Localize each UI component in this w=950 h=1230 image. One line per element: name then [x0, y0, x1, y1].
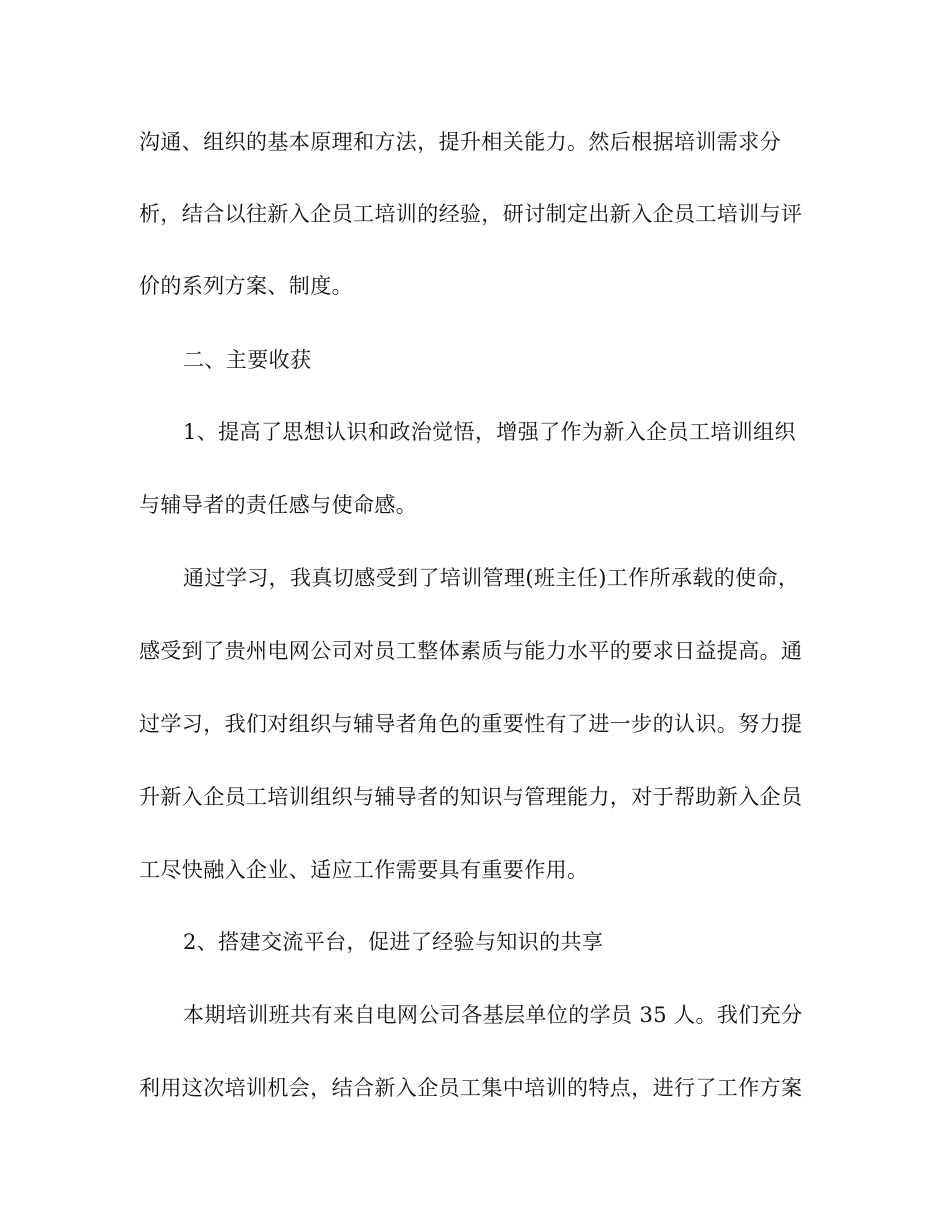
body-text-line: 过学习，我们对组织与辅导者角色的重要性有了进一步的认识。努力提: [139, 712, 803, 736]
body-text-line: 2、搭建交流平台，促进了经验与知识的共享: [183, 930, 604, 954]
body-text-line: 沟通、组织的基本原理和方法，提升相关能力。然后根据培训需求分: [139, 130, 781, 154]
body-text-line: 价的系列方案、制度。: [139, 274, 353, 298]
body-text-line: 工尽快融入企业、适应工作需要具有重要作用。: [139, 858, 589, 882]
body-text-line: 与辅导者的责任感与使命感。: [139, 493, 418, 517]
body-text-line: 利用这次培训机会，结合新入企员工集中培训的特点，进行了工作方案: [139, 1076, 803, 1100]
section-heading: 二、主要收获: [183, 348, 312, 372]
body-text-line: 升新入企员工培训组织与辅导者的知识与管理能力，对于帮助新入企员: [139, 785, 803, 809]
body-text-line: 析，结合以往新入企员工培训的经验，研讨制定出新入企员工培训与评: [139, 202, 803, 226]
body-text-line: 感受到了贵州电网公司对员工整体素质与能力水平的要求日益提高。通: [139, 639, 803, 663]
body-text-line: 通过学习，我真切感受到了培训管理(班主任)工作所承载的使命，: [183, 566, 800, 590]
body-text-line: 1、提高了思想认识和政治觉悟，增强了作为新入企员工培训组织: [183, 420, 796, 444]
body-text-line: 本期培训班共有来自电网公司各基层单位的学员 35 人。我们充分: [183, 1003, 803, 1027]
